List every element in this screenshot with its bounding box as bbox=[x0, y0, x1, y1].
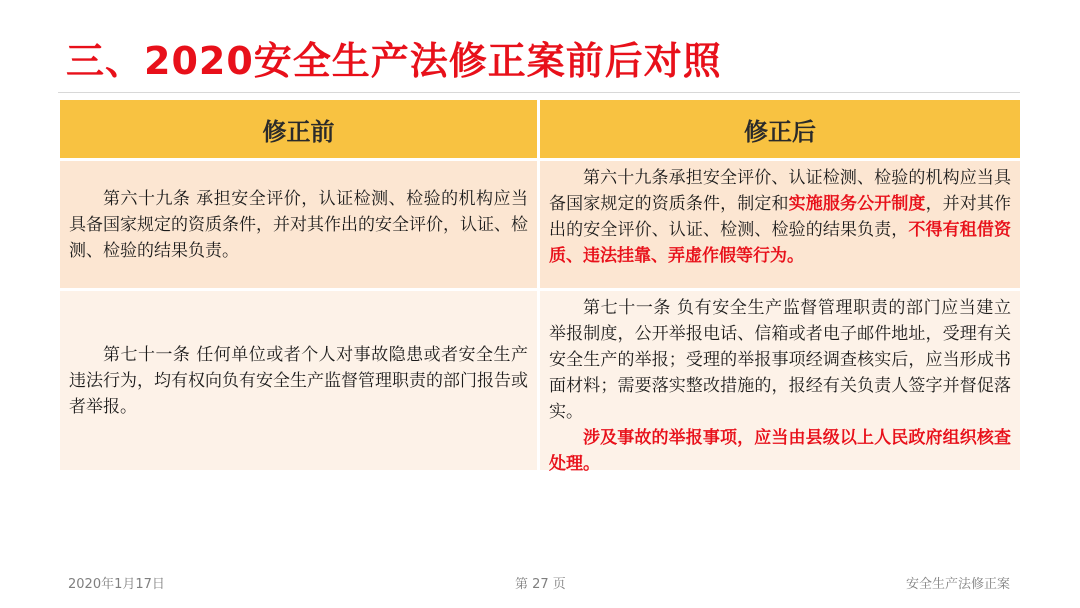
cell-after-article-71 bbox=[540, 291, 1020, 474]
title-divider bbox=[58, 92, 1020, 93]
article-69-after-part1: 第六十九条承担安全评价、认证检测、检验的机构应当具备国家规定的资质条件，制定和 bbox=[549, 168, 1011, 214]
footer-date: 2020年1月17日 bbox=[68, 577, 165, 592]
header-before: 修正前 bbox=[60, 100, 540, 158]
article-71-highlight: 涉及事故的举报事项，应当由县级以上人民政府组织核查处理。 bbox=[549, 428, 1011, 474]
cell-after-article-69 bbox=[540, 161, 1020, 288]
table-header-row bbox=[60, 100, 1020, 158]
article-69-before-text: 第六十九条 承担安全评价，认证检测、检验的机构应当具备国家规定的资质条件，并对其作出的安全评价，认证、检测、检验的结果负责。 bbox=[69, 188, 528, 261]
table-row bbox=[60, 158, 1020, 288]
table-row bbox=[60, 288, 1020, 474]
article-71-after-text bbox=[549, 295, 1011, 477]
article-69-after-part2: ，并对其作出的安全评价、认证、检测、检验的结果负责， bbox=[549, 194, 1012, 240]
comparison-table bbox=[60, 100, 1020, 474]
article-69-highlight-2: 不得有租借资质、违法挂靠、弄虚作假等行为。 bbox=[549, 220, 1011, 266]
cell-before-article-71 bbox=[60, 291, 540, 470]
header-after: 修正后 bbox=[540, 100, 1020, 158]
footer-document-name: 安全生产法修正案 bbox=[905, 577, 1010, 592]
article-71-before-text: 第七十一条 任何单位或者个人对事故隐患或者安全生产违法行为，均有权向负有安全生产监督管理职责的部门报告或者举报。 bbox=[69, 344, 528, 417]
slide-title: 三、2020安全生产法修正案前后对照 bbox=[66, 39, 722, 83]
article-69-highlight-1: 实施服务公开制度 bbox=[788, 194, 926, 214]
article-69-after-text bbox=[549, 165, 1011, 269]
footer-page-number: 第 27 页 bbox=[515, 577, 566, 592]
cell-before-article-69 bbox=[60, 161, 540, 288]
article-71-after-part1: 第七十一条 负有安全生产监督管理职责的部门应当建立举报制度，公开举报电话、信箱或者电子邮件地址，受理有关安全生产的举报；受理的举报事项经调查核实后，应当形成书面材料；需要落实整改措施的，报经有关负责人签字并督促落实。 bbox=[549, 298, 1011, 422]
